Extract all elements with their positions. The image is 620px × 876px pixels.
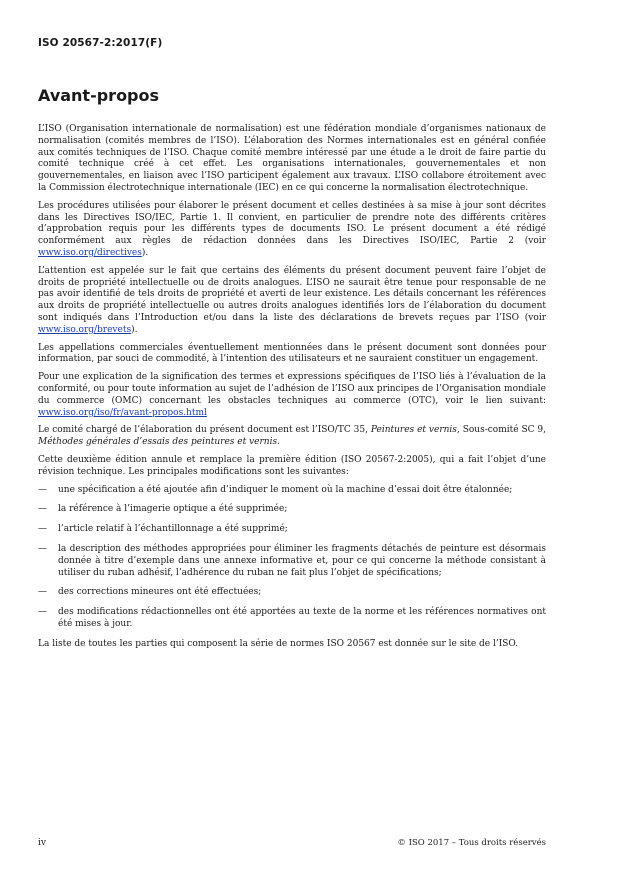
committee-name: Peintures et vernis: [370, 425, 457, 436]
list-item: [38, 504, 546, 516]
page-number: iv: [38, 838, 46, 848]
list-dash: —: [38, 504, 47, 515]
document-id: ISO 20567-2:2017(F): [38, 37, 163, 49]
foreword-body: [38, 124, 546, 656]
list-item-text: des corrections mineures ont été effectuées;: [58, 587, 262, 598]
paragraph-conformity-text: Pour une explication de la signification des termes et expressions spécifiques de l’ISO liés à l’évaluation de la conformité, ou pour toute information au sujet de l’adhésion de l’ISO aux principes de l’Organisation mondiale du commerce (OMC) concernant les obstacles techniques au commerce (OTC), voir le lien suivant:: [38, 372, 546, 406]
list-item-text: une spécification a été ajoutée afin d’indiquer le moment où la machine d’essai doit être étalonnée;: [58, 484, 513, 495]
list-item: [38, 544, 546, 579]
paragraph-procedures-text: Les procédures utilisées pour élaborer le présent document et celles destinées à sa mise à jour sont décrites dans les Directives ISO/IEC, Partie 1. Il convient, en particulier de prendre note des différents critères d’approbation requis pour les différents types de documents ISO. Le présent document a été rédigé conformément aux règles de rédaction données dans les Directives ISO/IEC, Partie 2 (voir: [38, 200, 546, 247]
list-item-text: des modifications rédactionnelles ont été apportées au texte de la norme et les références normatives ont été mises à jour.: [58, 607, 546, 629]
directives-link[interactable]: www.iso.org/directives: [38, 247, 142, 258]
committee-text-c: .: [277, 437, 280, 448]
list-dash: —: [38, 543, 47, 554]
list-item-text: l’article relatif à l’échantillonnage a été supprimé;: [58, 524, 288, 535]
committee-text-b: , Sous-comité SC 9,: [456, 425, 547, 436]
list-item: [38, 587, 546, 599]
list-item: [38, 524, 546, 536]
patents-link[interactable]: www.iso.org/brevets: [38, 324, 132, 335]
paragraph-patents: [38, 266, 546, 337]
paragraph-procedures-end: ).: [141, 247, 149, 258]
paragraph-edition: Cette deuxième édition annule et remplace la première édition (ISO 20567-2:2005), qui a fait l’objet d’une révision technique. Les principales modifications sont les suivantes:: [38, 454, 546, 477]
list-dash: —: [38, 484, 47, 495]
foreword-link[interactable]: www.iso.org/iso/fr/avant-propos.html: [38, 407, 207, 418]
list-item: [38, 485, 546, 497]
paragraph-iso-intro: L’ISO (Organisation internationale de normalisation) est une fédération mondiale d’organismes nationaux de normalisation (comités membres de l’ISO). L’élaboration des Normes internationales est en général confiée aux comités techniques de l’ISO. Chaque comité membre intéressé par une étude a le droit de faire partie du comité technique créé à cet effet. Les organisations internationales, gouvernementales et non gouvernementales, en liaison avec l’ISO participent également aux travaux. L’ISO collabore étroitement avec la Commission électrotechnique internationale (IEC) en ce qui concerne la normalisation électrotechnique.: [38, 124, 546, 193]
copyright-notice: © ISO 2017 – Tous droits réservés: [397, 838, 546, 848]
list-dash: —: [38, 607, 47, 618]
paragraph-conformity: [38, 372, 546, 419]
subcommittee-name: Méthodes générales d’essais des peintures et vernis: [38, 437, 278, 448]
committee-text-a: Le comité chargé de l’élaboration du présent document est l’ISO/TC 35,: [38, 425, 371, 436]
paragraph-committee: [38, 425, 546, 449]
list-item-text: la description des méthodes appropriées pour éliminer les fragments détachés de peinture est désormais donnée à titre d’exemple dans une annexe informative et, pour ce qui concerne la méthode consistant à utiliser du ruban adhésif, l’adhérence du ruban ne fait plus l’objet de spécifications;: [58, 543, 546, 578]
paragraph-series: La liste de toutes les parties qui composent la série de normes ISO 20567 est donnée sur le site de l’ISO.: [38, 638, 519, 649]
changes-list: [38, 485, 546, 631]
list-dash: —: [38, 587, 47, 598]
paragraph-patents-text: L’attention est appelée sur le fait que certains des éléments du présent document peuvent faire l’objet de droits de propriété intellectuelle ou de droits analogues. L’ISO ne saurait être tenue pour responsable de ne pas avoir identifié de tels droits de propriété et averti de leur existence. Les détails concernant les références aux droits de propriété intellectuelle ou autres droits analogues identifiés lors de l’élaboration du document sont indiqués dans l’Introduction et/ou dans la liste des déclarations de brevets reçues par l’ISO (voir: [38, 265, 546, 323]
paragraph-patents-end: ).: [131, 324, 138, 335]
list-item: [38, 607, 546, 631]
page-title: Avant-propos: [38, 86, 160, 105]
list-dash: —: [38, 524, 47, 535]
paragraph-procedures: [38, 201, 546, 260]
list-item-text: la référence à l’imagerie optique a été supprimée;: [58, 504, 288, 515]
paragraph-trade-names: Les appellations commerciales éventuellement mentionnées dans le présent document sont données pour information, par souci de commodité, à l’intention des utilisateurs et ne sauraient constituer un engagement.: [38, 342, 546, 365]
